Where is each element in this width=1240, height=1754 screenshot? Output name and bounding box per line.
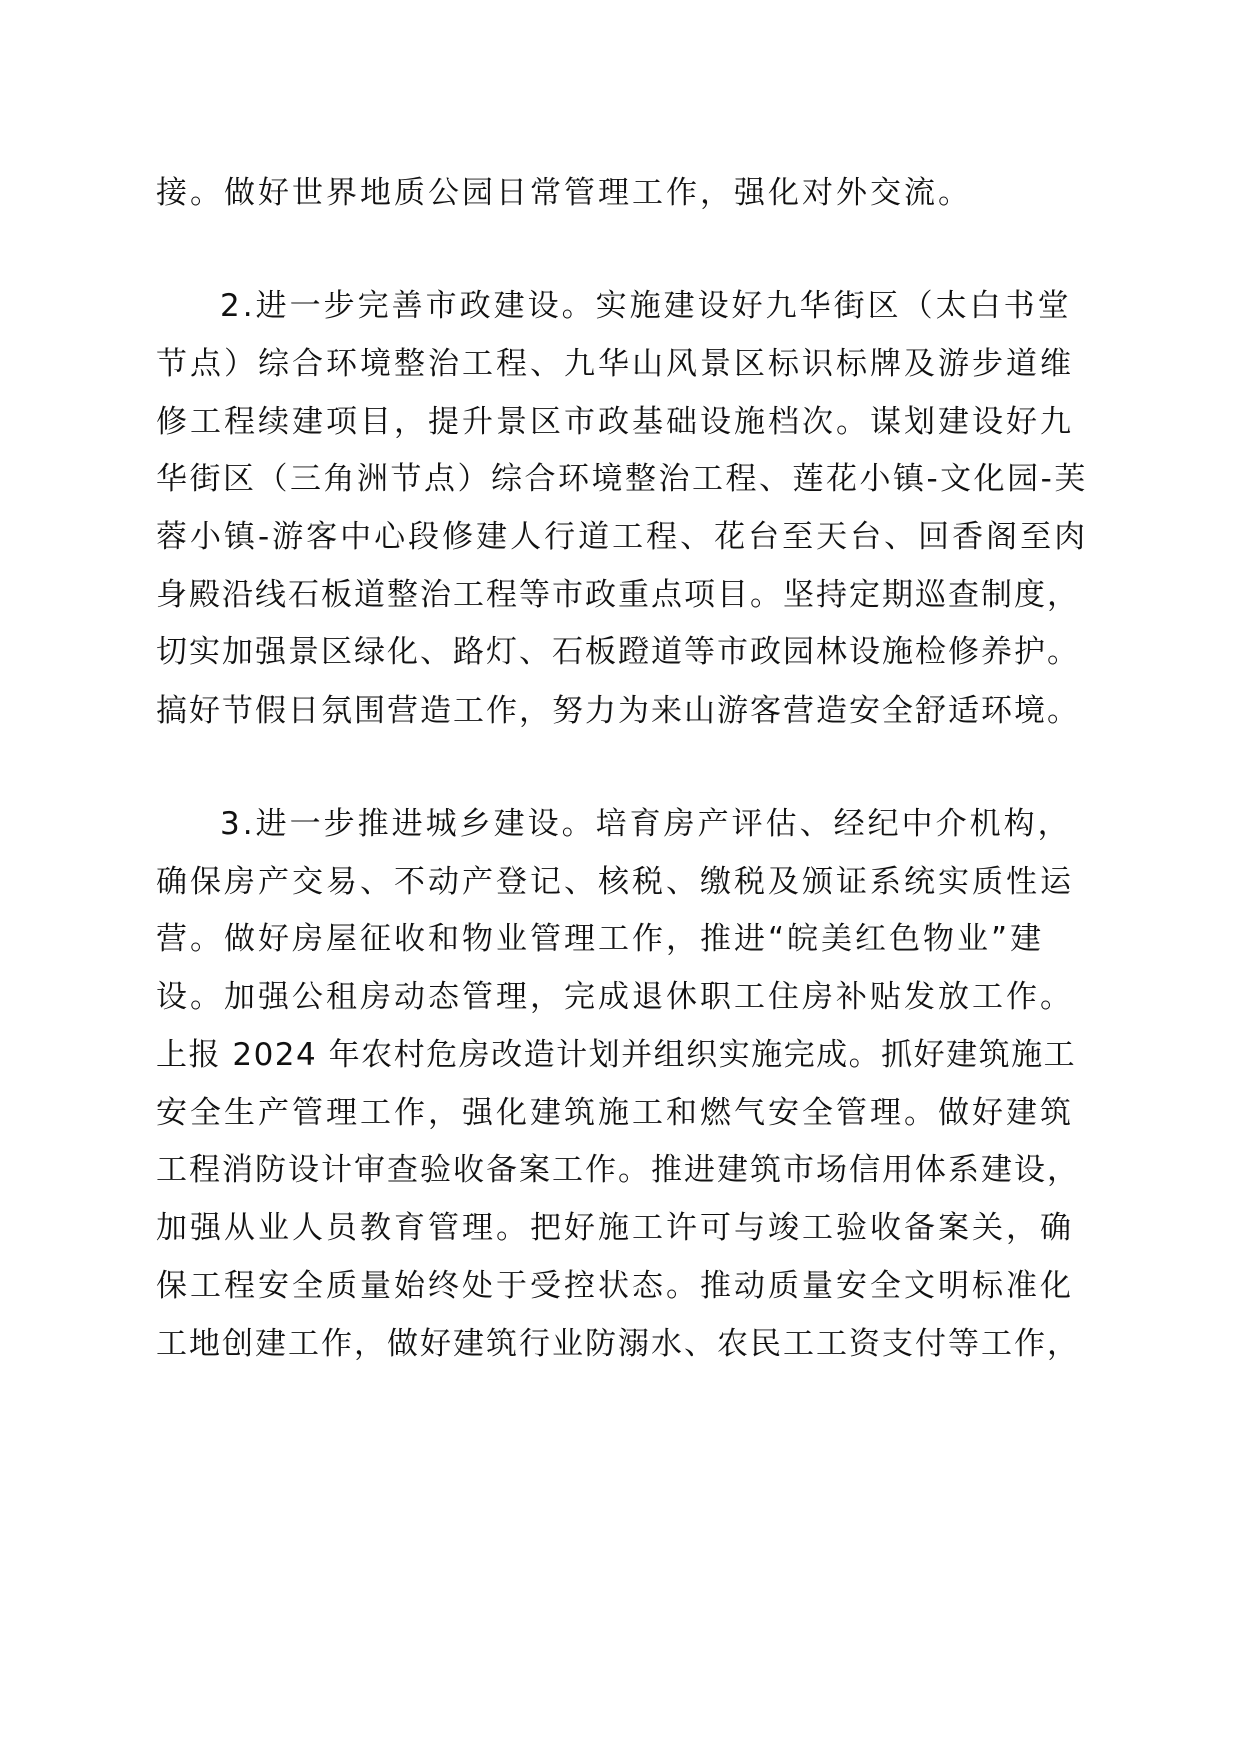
paragraph-3-line-3: 营。做好房屋征收和物业管理工作，推进“皖美红色物业”建 [156, 921, 1045, 957]
paragraph-2-line-5: 蓉小镇-游客中心段修建人行道工程、花台至天台、回香阁至肉 [156, 519, 1089, 555]
paragraph-3-line-1: 3.进一步推进城乡建设。培育房产评估、经纪中介机构， [220, 806, 1072, 842]
paragraph-2-line-1: 2.进一步完善市政建设。实施建设好九华街区（太白书堂 [220, 288, 1072, 324]
paragraph-2-line-2: 节点）综合环境整治工程、九华山风景区标识标牌及游步道维 [156, 346, 1074, 382]
paragraph-2-line-6: 身殿沿线石板道整治工程等市政重点项目。坚持定期巡查制度， [156, 577, 1080, 613]
paragraph-3-line-8: 加强从业人员教育管理。把好施工许可与竣工验收备案关，确 [156, 1210, 1074, 1246]
paragraph-2-line-3: 修工程续建项目，提升景区市政基础设施档次。谋划建设好九 [156, 404, 1074, 440]
paragraph-3-line-9: 保工程安全质量始终处于受控状态。推动质量安全文明标准化 [156, 1268, 1074, 1304]
paragraph-3-line-7: 工程消防设计审查验收备案工作。推进建筑市场信用体系建设， [156, 1152, 1080, 1188]
paragraph-2-line-8: 搞好节假日氛围营造工作，努力为来山游客营造安全舒适环境。 [156, 693, 1080, 729]
paragraph-2-line-7: 切实加强景区绿化、路灯、石板蹬道等市政园林设施检修养护。 [156, 634, 1080, 670]
paragraph-2-line-4: 华街区（三角洲节点）综合环境整治工程、莲花小镇-文化园-芙 [156, 461, 1088, 497]
paragraph-3-line-5: 上报 2024 年农村危房改造计划并组织实施完成。抓好建筑施工 [156, 1037, 1077, 1073]
paragraph-3-line-10: 工地创建工作，做好建筑行业防溺水、农民工工资支付等工作， [156, 1326, 1080, 1362]
paragraph-3-line-6: 安全生产管理工作，强化建筑施工和燃气安全管理。做好建筑 [156, 1095, 1074, 1131]
paragraph-1-line-1: 接。做好世界地质公园日常管理工作，强化对外交流。 [156, 175, 972, 211]
paragraph-3-line-4: 设。加强公租房动态管理，完成退休职工住房补贴发放工作。 [156, 979, 1074, 1015]
paragraph-3-line-2: 确保房产交易、不动产登记、核税、缴税及颁证系统实质性运 [156, 864, 1074, 900]
